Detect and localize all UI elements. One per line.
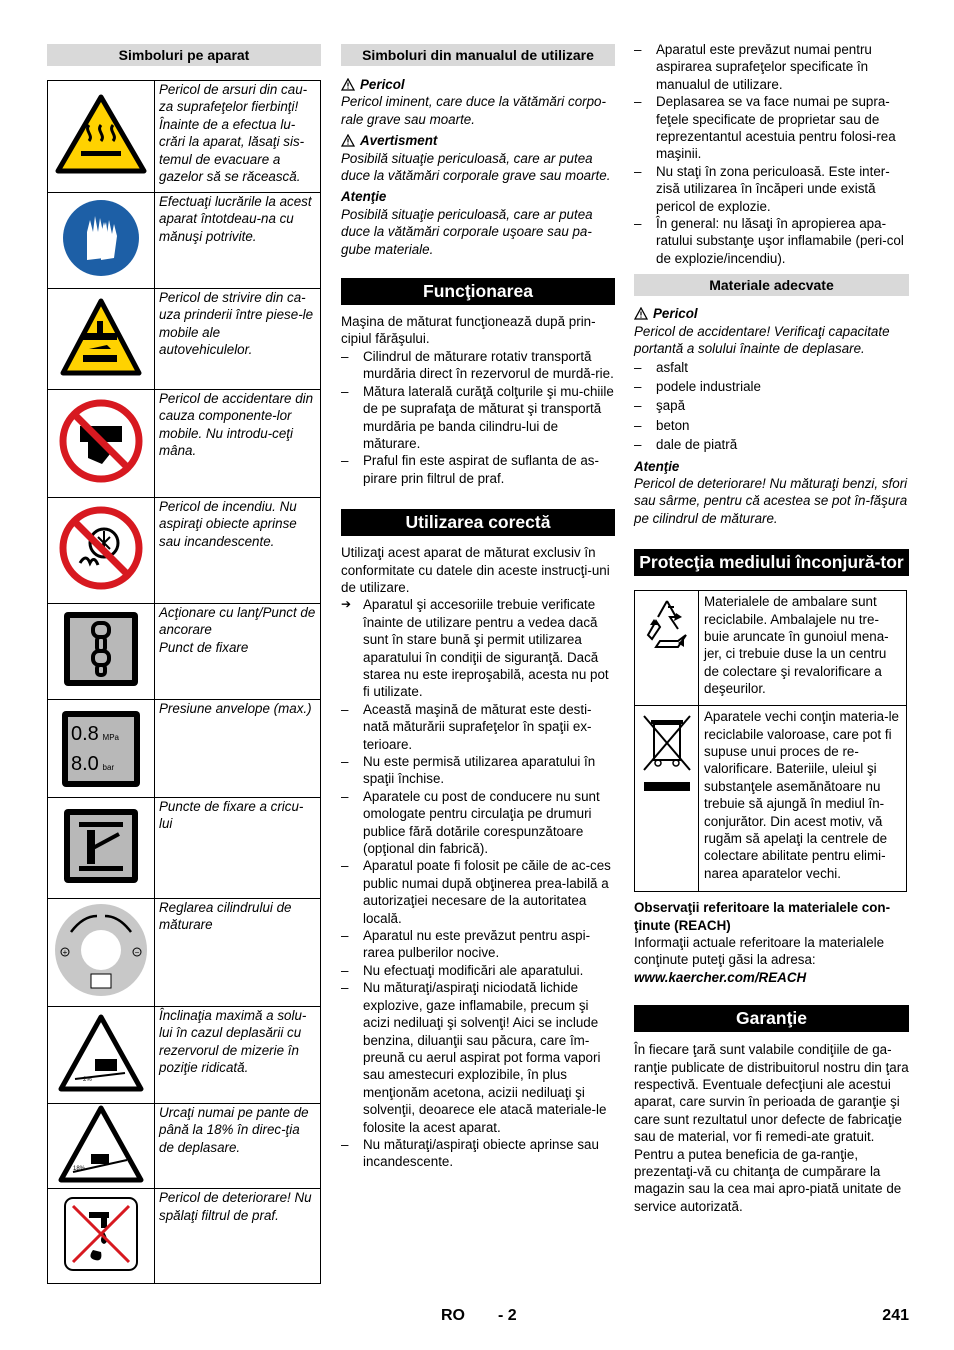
list-item: – Nu este permisă utilizarea aparatului în spaţii închise. <box>341 753 615 788</box>
atentie-label: Atenţie <box>341 189 387 205</box>
symbol-description: Puncte de fixare a cricu-lui <box>155 798 321 899</box>
mediu-heading: Protecţia mediului înconjură-tor <box>634 549 909 576</box>
atentie-text: Pericol de deteriorare! Nu măturaţi benzi, sfori sau sârme, pentru că acestea se pot în-făşura pe cilindrul de măturare. <box>634 475 908 526</box>
section-heading: Simboluri pe aparat <box>47 44 321 66</box>
table-row <box>48 1189 321 1284</box>
table-row <box>635 591 907 706</box>
pericol-label <box>341 76 615 93</box>
label-text: Pericol <box>360 77 405 92</box>
table-row <box>48 390 321 498</box>
environment-table <box>634 590 907 892</box>
list-item: – beton <box>634 416 909 435</box>
wear-gloves-icon <box>48 193 155 289</box>
table-row <box>48 193 321 289</box>
jack-point-icon <box>48 798 155 899</box>
table-row <box>48 1104 321 1189</box>
list-item: – şapă <box>634 396 909 415</box>
symbol-description: Urcaţi numai pe pante de până la 18% în direc-ţia de deplasare. <box>155 1104 321 1189</box>
symbol-description: Pericol de incendiu. Nu aspiraţi obiecte aprinse sau incandescente. <box>155 498 321 604</box>
list-item: – Nu staţi în zona periculoasă. Este inter-zisă utilizarea în încăperi unde există pericol de explozie. <box>634 163 909 215</box>
symbol-description: Pericol de accidentare din cauza componente-lor mobile. Nu introdu-ceţi mâna. <box>155 390 321 498</box>
table-row <box>48 604 321 700</box>
utilizare-arrow-item: ➔ Aparatul şi accesoriile trebuie verificate înainte de utilizare pentru a vedea dacă sunt în stare bună şi permit utilizarea aparatului în condiţii de siguranţă. Dacă starea nu este ireproşabilă, acesta nu pot fi utilizate. <box>341 596 615 700</box>
pericol-text: Pericol iminent, care duce la vătămări corpo-rale grave sau moarte. <box>341 94 606 127</box>
symbols-on-device-column <box>47 44 321 1284</box>
footer-section: - 2 <box>498 1307 517 1324</box>
roller-adjust-icon <box>48 899 155 1007</box>
table-row <box>48 700 321 798</box>
usage-list-continued <box>634 41 909 267</box>
list-item: – Aparatele cu post de conducere nu sunt omologate pentru circulaţia pe drumuri publice fără dotările corespunzătoare (opţional din fabrică). <box>341 788 615 858</box>
minus-label: − <box>134 948 140 958</box>
reach-link[interactable]: www.kaercher.com/REACH <box>634 969 807 985</box>
symbol-description: Reglarea cilindrului de măturare <box>155 899 321 1007</box>
utilizare-intro: Utilizaţi acest aparat de măturat exclusiv în conformitate cu datele din aceste instrucţi-uni de utilizare. <box>341 545 610 595</box>
symbol-description: Presiune anvelope (max.) <box>155 700 321 798</box>
tire-pressure-icon <box>48 700 155 798</box>
chain-anchor-icon <box>48 604 155 700</box>
pressure-unit-mpa: MPa <box>102 732 119 742</box>
no-hand-reach-icon <box>48 390 155 498</box>
symbol-description: Pericol de strivire din ca-uza prinderii între piese-le mobile ale autovehiculelor. <box>155 289 321 390</box>
max-slope-icon <box>48 1007 155 1104</box>
materiale-heading: Materiale adecvate <box>634 274 909 296</box>
page-number: 241 <box>882 1307 909 1324</box>
pericol-text: Pericol de accidentare! Verificaţi capacitate portantă a solului înainte de deplasare. <box>634 323 890 357</box>
plus-label: + <box>62 948 68 958</box>
ramp-18-icon <box>48 1104 155 1189</box>
pressure-value-bar: 8.0 <box>71 752 99 775</box>
symbol-description: Pericol de deteriorare! Nu spălaţi filtrul de praf. <box>155 1189 321 1284</box>
materiale-list <box>634 358 909 455</box>
right-column <box>634 41 909 1215</box>
table-row <box>48 289 321 390</box>
list-item: – Aparatul este prevăzut numai pentru aspirarea suprafeţelor specificate în manualul de utilizare. <box>634 41 909 93</box>
no-washing-filter-icon <box>48 1189 155 1284</box>
environment-text: Aparatele vechi conţin materia-le reciclabile valoroase, care pot fi supuse unui proces de re-valorificare. Bateriile, uleiul şi substanţele asemănătoare nu trebuie să ajungă în mediul în-conjurător. Din acest motiv, vă rugăm să apelaţi la centrele de colectare abilitate pentru elimi-narea aparatelor vechi. <box>699 706 907 892</box>
list-item: – Această maşină de măturat este desti-nată măturării suprafeţelor în spaţii ex-terioare. <box>341 701 615 753</box>
environment-text: Materialele de ambalare sunt reciclabile. Ambalajele nu tre-buie aruncate în gunoiul mena-jer, ci trebuie duse la un centru de colectare şi revalorificare a deşeurilor. <box>699 591 907 706</box>
list-item: – Nu măturaţi/aspiraţi obiecte aprinse sau incandescente. <box>341 1136 615 1171</box>
list-item: – Aparatul nu este prevăzut pentru aspi-rarea pulberilor nocive. <box>341 927 615 962</box>
crush-hazard-icon <box>48 289 155 390</box>
atentie-text: Posibilă situaţie periculoasă, care ar putea duce la vătămări corporale uşoare sau pa-gube materiale. <box>341 206 593 257</box>
section-heading: Simboluri din manualul de utilizare <box>341 44 615 66</box>
manual-column <box>341 44 615 1171</box>
garantie-text: În fiecare ţară sunt valabile condiţiile de ga-ranţie publicate de distribuitorul nostru din ţara respectivă. Eventuale defecţiuni ale acestui aparat, care survin în perioada de garanţie şi care sunt rezultatul unor defecte de fabricaţie sau de material, vor fi remedi-ate gratuit. Pentru a putea beneficia de ga-ranţie, prezentaţi-vă cu chitanţa de cumpărare la magazin sau la cea mai apro-piată unitate de service autorizată. <box>634 1042 909 1214</box>
list-item: – asfalt <box>634 358 909 377</box>
warning-triangle-icon <box>341 78 355 91</box>
avertisment-text: Posibilă situaţie periculoasă, care ar putea duce la vătămări corporale grave sau moarte. <box>341 150 611 184</box>
list-item: – Deplasarea se va face numai pe supra-feţele specificate de proprietar sau de reprezentantul acestuia pentru folosi-rea maşinii. <box>634 93 909 163</box>
functionare-heading: Funcţionarea <box>341 278 615 305</box>
list-item: – dale de piatră <box>634 435 909 454</box>
functionare-intro: Maşina de măturat funcţionează după prin-cipiul fărăşului. <box>341 314 596 347</box>
no-burning-objects-icon <box>48 498 155 604</box>
crossed-bin-icon <box>635 706 699 892</box>
utilizare-list <box>341 701 615 1171</box>
table-row <box>48 498 321 604</box>
pressure-unit-bar: bar <box>102 762 115 772</box>
warning-triangle-icon <box>341 134 355 147</box>
pressure-value-mpa: 0.8 <box>71 722 99 745</box>
table-row <box>635 706 907 892</box>
list-item: – Nu măturaţi/aspiraţi niciodată lichide explozive, gaze inflamabile, precum şi acizi nediluaţi şi solvenţi! Aici se include benzina, diluanţii sau păcura, care îm-preună cu aerul aspirat pot forma vapori sau amestecuri explozibile, în plus menţionăm acetona, acizii nediluaţi şi solvenţii, deoarece ele atacă materiale-le folosite la acest aparat. <box>341 979 615 1136</box>
symbol-description: Pericol de arsuri din cau-za suprafeţelor fierbinţi! Înainte de a efectua lu-crări la aparat, lăsaţi sis-temul de evacuare a gazelor să se răcească. <box>155 81 321 193</box>
warning-triangle-icon <box>634 307 648 320</box>
symbols-table <box>47 80 321 1284</box>
symbol-description: Acţionare cu lanţ/Punct de ancorare Punct de fixare <box>155 604 321 700</box>
utilizare-heading: Utilizarea corectă <box>341 509 615 536</box>
reach-text: Informaţii actuale referitoare la materialele conţinute puteţi găsi la adresa: <box>634 934 885 968</box>
label-text: Avertisment <box>360 133 438 149</box>
functionare-list <box>341 348 615 487</box>
list-item: – Praful fin este aspirat de suflanta de as-pirare prin filtrul de praf. <box>341 452 615 487</box>
list-item: – În general: nu lăsaţi în apropierea apa-ratului substanţe uşor inflamabile (peri-col de explozie/incendiu). <box>634 215 909 267</box>
table-row <box>48 899 321 1007</box>
symbol-description: Efectuaţi lucrările la acest aparat întotdeau-na cu mănuşi potrivite. <box>155 193 321 289</box>
symbol-description: Înclinaţia maximă a solu-lui în cazul deplasării cu rezervorul de mizerie în poziţie ridicată. <box>155 1007 321 1104</box>
recycling-icon <box>635 591 699 706</box>
pericol-label <box>634 305 909 322</box>
list-item: – podele industriale <box>634 377 909 396</box>
footer-language: RO <box>441 1307 465 1324</box>
hot-surface-warning-icon <box>48 81 155 193</box>
list-item: – Aparatul poate fi folosit pe căile de ac-ces public numai după obţinerea prea-labilă a autorizaţiei necesare de la autoritatea locală. <box>341 857 615 927</box>
slope-label: 18% <box>73 1166 86 1172</box>
slope-label: 2% <box>83 1076 92 1083</box>
table-row <box>48 798 321 899</box>
list-item: – Cilindrul de măturare rotativ transportă murdăria direct în rezervorul de murdă-rie. <box>341 348 615 383</box>
atentie-label: Atenţie <box>634 458 680 474</box>
table-row <box>48 1007 321 1104</box>
garantie-heading: Garanţie <box>634 1005 909 1032</box>
label-text: Pericol <box>653 306 698 322</box>
reach-title: Observaţii referitoare la materialele con-ţinute (REACH) <box>634 900 891 933</box>
table-row <box>48 81 321 193</box>
avertisment-label <box>341 132 615 149</box>
list-item: – Nu efectuaţi modificări ale aparatului. <box>341 962 615 979</box>
list-item: – Mătura laterală curăţă colţurile şi mu-chiile de pe suprafaţa de măturat şi transportă murdăria pe banda cilindru-lui de măturare. <box>341 383 615 453</box>
